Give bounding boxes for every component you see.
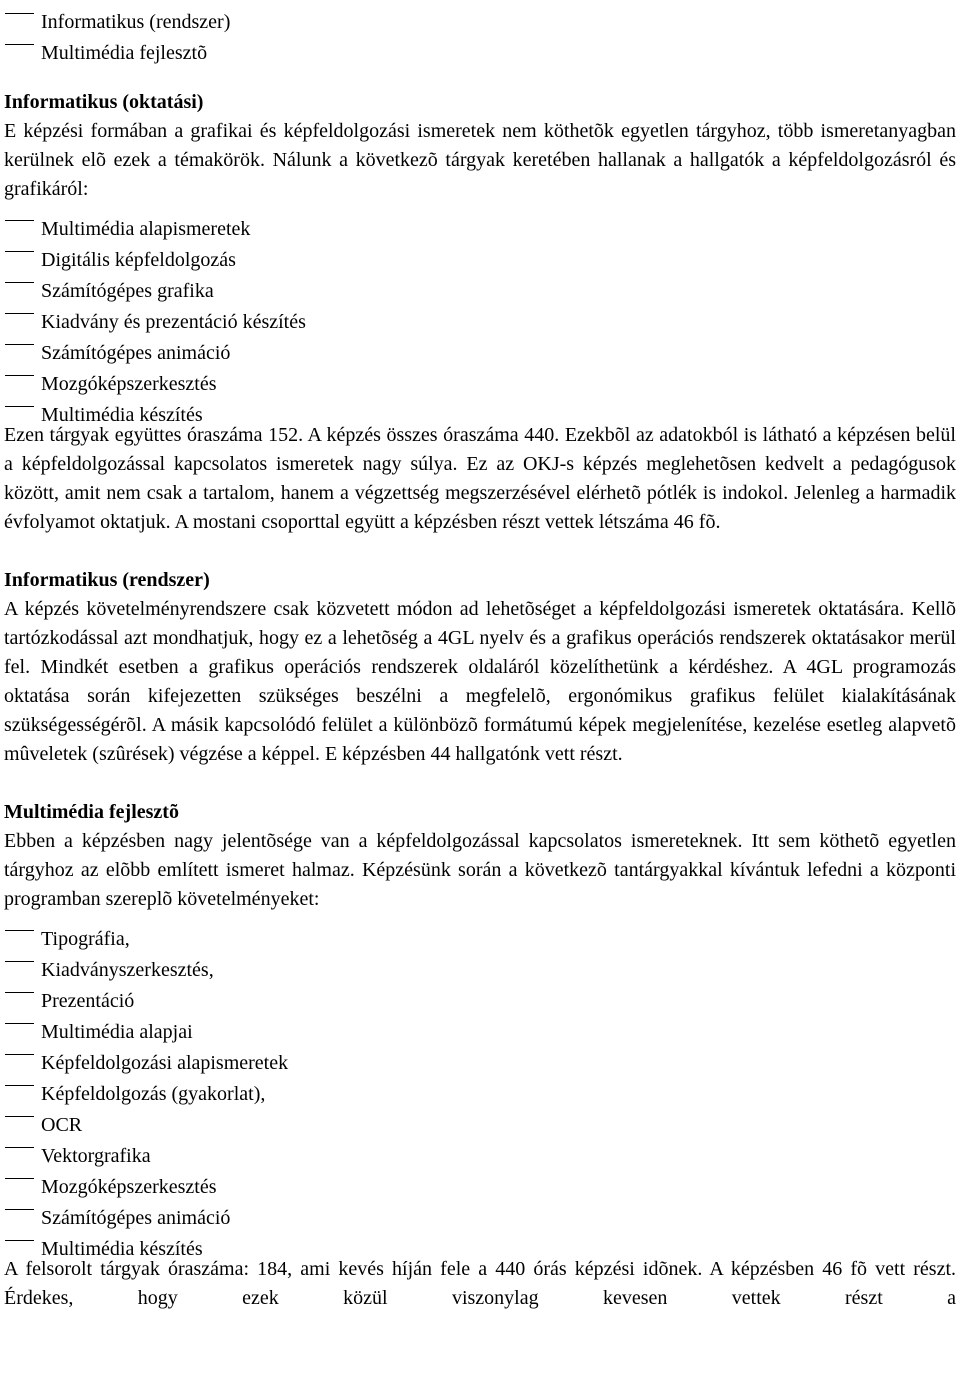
list-item: Informatikus (rendszer): [4, 0, 956, 28]
dash-bullet: [4, 1007, 41, 1038]
dash-bullet: [4, 390, 41, 421]
dash-bullet: [4, 359, 41, 390]
list-item: Tipográfia,: [4, 914, 956, 945]
section-heading: Informatikus (rendszer): [4, 569, 210, 591]
paragraph: Ebben a képzésben nagy jelentõsége van a képfeldolgozással kapcsolatos ismereteknek. Itt sem köthetõ egyetlen tárgyhoz az elõbb említett ismeret halmaz. Képzésünk során a következõ tantárgyakkal kívántuk lefedni a központi programban szereplõ követelményeket:: [4, 830, 956, 910]
list-item: Prezentáció: [4, 976, 956, 1007]
section-multimedia-fejleszto: [4, 798, 956, 1313]
dash-bullet: [4, 204, 41, 235]
list-item: Multimédia alapismeretek: [4, 204, 956, 235]
list-item: Kiadvány és prezentáció készítés: [4, 297, 956, 328]
dash-bullet: [4, 266, 41, 297]
list-item: Multimédia készítés: [4, 1224, 956, 1255]
section-informatikus-rendszer: [4, 566, 956, 769]
list-item: Számítógépes animáció: [4, 1193, 956, 1224]
list-item: Vektorgrafika: [4, 1131, 956, 1162]
section-heading: Multimédia fejlesztõ: [4, 801, 179, 823]
dash-bullet: [4, 28, 41, 59]
list-item: Multimédia fejlesztõ: [4, 28, 956, 59]
section-informatikus-oktatasi: [4, 88, 956, 537]
document-page: [4, 0, 956, 1313]
list-item: Multimédia alapjai: [4, 1007, 956, 1038]
dash-bullet: [4, 1224, 41, 1255]
paragraph: A felsorolt tárgyak óraszáma: 184, ami kevés híján fele a 440 órás képzési idõnek. A képzésben 46 fõ vett részt. Érdekes, hogy ezek közül viszonylag kevesen vettek részt a: [4, 1258, 956, 1309]
subject-list: [4, 204, 956, 426]
list-item: Számítógépes grafika: [4, 266, 956, 297]
list-item: Digitális képfeldolgozás: [4, 235, 956, 266]
dash-bullet: [4, 945, 41, 976]
list-item: Multimédia készítés: [4, 390, 956, 421]
dash-bullet: [4, 1038, 41, 1069]
dash-bullet: [4, 914, 41, 945]
paragraph: E képzési formában a grafikai és képfeldolgozási ismeretek nem köthetõk egyetlen tárgyhoz, több ismeretanyagban kerülnek elõ ezek a témakörök. Nálunk a következõ tárgyak keretében hallanak a hallgatók a képfeldolgozásról és grafikáról:: [4, 120, 956, 200]
dash-bullet: [4, 297, 41, 328]
list-item: Képfeldolgozási alapismeretek: [4, 1038, 956, 1069]
list-item: Számítógépes animáció: [4, 328, 956, 359]
dash-bullet: [4, 1069, 41, 1100]
list-item: Képfeldolgozás (gyakorlat),: [4, 1069, 956, 1100]
subject-list: [4, 914, 956, 1260]
dash-bullet: [4, 0, 41, 28]
dash-bullet: [4, 1131, 41, 1162]
dash-bullet: [4, 1162, 41, 1193]
dash-bullet: [4, 976, 41, 1007]
paragraph: A képzés követelményrendszere csak közvetett módon ad lehetõséget a képfeldolgozási ismeretek oktatására. Kellõ tartózkodással azt mondhatjuk, hogy ez a lehetõség a 4GL nyelv és a grafikus operációs rendszerek oktatásakor merül fel. Mindkét esetben a grafikus operációs rendszerek oldaláról közelíthetünk a kérdéshez. A 4GL programozás oktatása során kifejezetten szükséges beszélni a megfelelõ, ergonómikus grafikus felület kialakításának szükségességérõl. A másik kapcsolódó felület a különbözõ formátumú képek megjelenítése, kezelése esetleg alapvetõ mûveletek (szûrések) végzése a képpel. E képzésben 44 hallgatónk vett részt.: [4, 598, 956, 765]
paragraph: Ezen tárgyak együttes óraszáma 152. A képzés összes óraszáma 440. Ezekbõl az adatokból is látható a képzésen belül a képfeldolgozással kapcsolatos ismeretek nagy súlya. Ez az OKJ-s képzés meglehetõsen kedvelt a pedagógusok között, amit nem csak a tartalom, hanem a végzettség megszerzésével elérhetõ pótlék is indokol. Jelenleg a harmadik évfolyamot oktatjuk. A mostani csoporttal együtt a képzésben részt vettek létszáma 46 fõ.: [4, 424, 956, 533]
dash-bullet: [4, 328, 41, 359]
top-list: [4, 0, 956, 64]
section-heading: Informatikus (oktatási): [4, 91, 204, 113]
dash-bullet: [4, 1193, 41, 1224]
dash-bullet: [4, 1100, 41, 1131]
list-item: Mozgóképszerkesztés: [4, 1162, 956, 1193]
dash-bullet: [4, 235, 41, 266]
list-item: OCR: [4, 1100, 956, 1131]
list-item: Mozgóképszerkesztés: [4, 359, 956, 390]
list-item: Kiadványszerkesztés,: [4, 945, 956, 976]
